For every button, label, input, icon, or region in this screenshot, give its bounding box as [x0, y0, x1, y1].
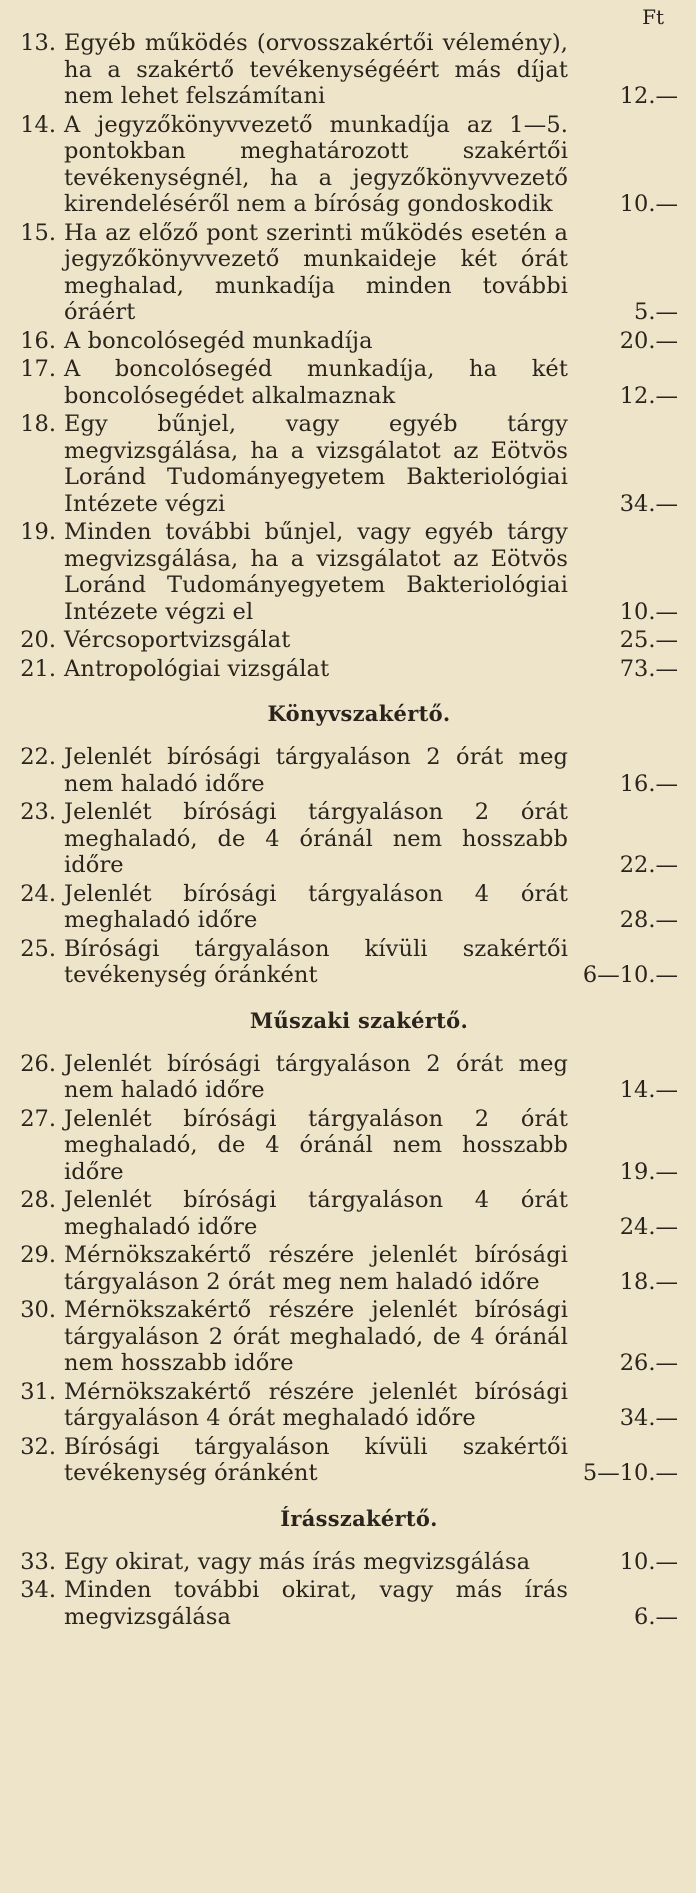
currency-header: Ft — [642, 5, 664, 29]
entry-fee: 10.— — [619, 1548, 678, 1575]
entry-description: Bírósági tárgyaláson kívüli szakértői tevékenység óránként — [64, 935, 568, 988]
fee-entry — [0, 627, 678, 654]
fee-entry — [0, 936, 678, 989]
entries-group-irasszakerto — [0, 1549, 678, 1631]
entry-number: 19. — [20, 519, 56, 545]
entry-number: 14. — [20, 111, 56, 138]
fee-entry — [0, 799, 678, 879]
entries-group-general — [0, 30, 678, 682]
entry-fee: 18.— — [619, 1268, 678, 1295]
entry-number: 32. — [20, 1433, 56, 1460]
entry-number: 13. — [20, 30, 56, 56]
section-heading-muszaki-szakerto: Műszaki szakértő. — [249, 1007, 469, 1033]
entry-number: 15. — [20, 219, 56, 246]
section-heading-irasszakerto: Írásszakértő. — [280, 1505, 438, 1531]
entry-description: Ha az előző pont szerinti működés esetén a jegyzőkönyvvezető munkaideje két órát meghalad, munkadíja minden további óráért — [64, 219, 568, 325]
entry-number: 33. — [20, 1548, 56, 1575]
entry-fee: 6—10.— — [582, 962, 678, 988]
entry-description: Minden további okirat, vagy más írás megvizsgálása — [64, 1577, 568, 1630]
fee-entry — [0, 220, 678, 326]
fee-entry — [0, 411, 678, 517]
entry-fee: 16.— — [619, 770, 678, 797]
entry-number: 28. — [20, 1187, 56, 1213]
entry-fee: 24.— — [619, 1213, 678, 1240]
fee-entry — [0, 656, 678, 683]
entry-fee: 19.— — [619, 1158, 678, 1185]
entry-description: Jelenlét bírósági tárgyaláson 4 órát meghaladó időre — [64, 1187, 568, 1240]
entry-description: Jelenlét bírósági tárgyaláson 2 órát meg nem haladó időre — [64, 744, 568, 797]
entry-fee: 25.— — [619, 627, 678, 653]
fee-entry — [0, 1242, 678, 1295]
entry-fee: 34.— — [619, 1405, 678, 1431]
entry-description: A boncolósegéd munkadíja, ha két boncolósegédet alkalmaznak — [64, 356, 568, 409]
entry-description: Mérnökszakértő részére jelenlét bírósági tárgyaláson 2 órát meghaladó, de 4 óránál nem hosszabb időre — [64, 1297, 568, 1376]
fee-entry — [0, 519, 678, 625]
entry-fee: 10.— — [619, 598, 678, 625]
entry-number: 20. — [20, 627, 56, 653]
entry-description: Antropológiai vizsgálat — [64, 655, 330, 682]
entry-description: Egy bűnjel, vagy egyéb tárgy megvizsgálása, ha a vizsgálatot az Eötvös Loránd Tudományegyetem Bakteriológiai Intézete végzi — [64, 411, 568, 517]
entry-number: 22. — [20, 744, 56, 770]
entry-description: Minden további bűnjel, vagy egyéb tárgy megvizsgálása, ha a vizsgálatot az Eötvös Loránd Tudományegyetem Bakteriológiai Intézete végzi el — [64, 519, 568, 625]
fee-entry — [0, 328, 678, 355]
fee-entry — [0, 1379, 678, 1432]
entry-fee: 20.— — [619, 327, 678, 354]
entry-number: 16. — [20, 327, 56, 354]
fee-entry — [0, 112, 678, 218]
entry-fee: 14.— — [619, 1077, 678, 1103]
fee-entry — [0, 1051, 678, 1104]
entry-description: Bírósági tárgyaláson kívüli szakértői tevékenység óránként — [64, 1433, 568, 1486]
entry-description: Egy okirat, vagy más írás megvizsgálása — [64, 1548, 531, 1575]
fee-entry — [0, 1297, 678, 1377]
entry-description: A jegyzőkönyvvezető munkadíja az 1—5. pontokban meghatározott szakértői tevékenységnél, ha a jegyzőkönyvvezető kirendeléséről nem a bíróság gondoskodik — [64, 111, 568, 217]
entry-fee: 22.— — [619, 852, 678, 878]
entry-description: Jelenlét bírósági tárgyaláson 2 órát meghaladó, de 4 óránál nem hosszabb időre — [64, 1105, 568, 1185]
entry-number: 18. — [20, 411, 56, 437]
fee-entry — [0, 744, 678, 797]
entry-number: 34. — [20, 1577, 56, 1603]
entry-description: Jelenlét bírósági tárgyaláson 2 órát meg nem haladó időre — [64, 1050, 568, 1103]
entry-fee: 26.— — [619, 1350, 678, 1376]
fee-entry — [0, 881, 678, 934]
entry-fee: 6.— — [634, 1603, 678, 1630]
entry-number: 24. — [20, 880, 56, 907]
fee-entry — [0, 1106, 678, 1186]
entry-description: Mérnökszakértő részére jelenlét bírósági tárgyaláson 4 órát meghaladó időre — [64, 1378, 568, 1431]
entry-number: 23. — [20, 799, 56, 825]
fee-entry — [0, 356, 678, 409]
entry-number: 26. — [20, 1050, 56, 1077]
entry-number: 30. — [20, 1297, 56, 1323]
fee-entry — [0, 1434, 678, 1487]
entry-number: 17. — [20, 356, 56, 382]
section-heading-konyvszakerto: Könyvszakértő. — [267, 701, 451, 726]
entry-fee: 34.— — [619, 490, 678, 517]
entry-fee: 5.— — [634, 299, 678, 325]
entry-description: A boncolósegéd munkadíja — [64, 327, 373, 354]
entry-number: 21. — [20, 655, 56, 682]
entry-number: 29. — [20, 1242, 56, 1268]
entry-description: Jelenlét bírósági tárgyaláson 4 órát meghaladó időre — [64, 880, 568, 933]
entry-number: 25. — [20, 935, 56, 962]
fee-entry — [0, 1577, 678, 1630]
entry-number: 27. — [20, 1105, 56, 1132]
entry-fee: 10.— — [619, 191, 678, 217]
entry-fee: 28.— — [619, 907, 678, 933]
entry-description: Egyéb működés (orvosszakértői vélemény), ha a szakértő tevékenységéért más díjat nem lehet felszámítani — [64, 30, 568, 109]
entries-group-muszaki-szakerto — [0, 1051, 678, 1487]
fee-entry — [0, 30, 678, 110]
entry-number: 31. — [20, 1378, 56, 1405]
entry-fee: 73.— — [619, 655, 678, 682]
fee-entry — [0, 1187, 678, 1240]
entry-description: Mérnökszakértő részére jelenlét bírósági tárgyaláson 2 órát meg nem haladó időre — [64, 1242, 568, 1295]
entry-fee: 12.— — [619, 83, 678, 109]
entry-fee: 12.— — [619, 382, 678, 409]
fee-entry — [0, 1549, 678, 1576]
entry-description: Vércsoportvizsgálat — [64, 627, 291, 653]
entries-group-konyvszakerto — [0, 744, 678, 989]
entry-description: Jelenlét bírósági tárgyaláson 2 órát meghaladó, de 4 óránál nem hosszabb időre — [64, 799, 568, 878]
entry-fee: 5—10.— — [582, 1460, 678, 1486]
